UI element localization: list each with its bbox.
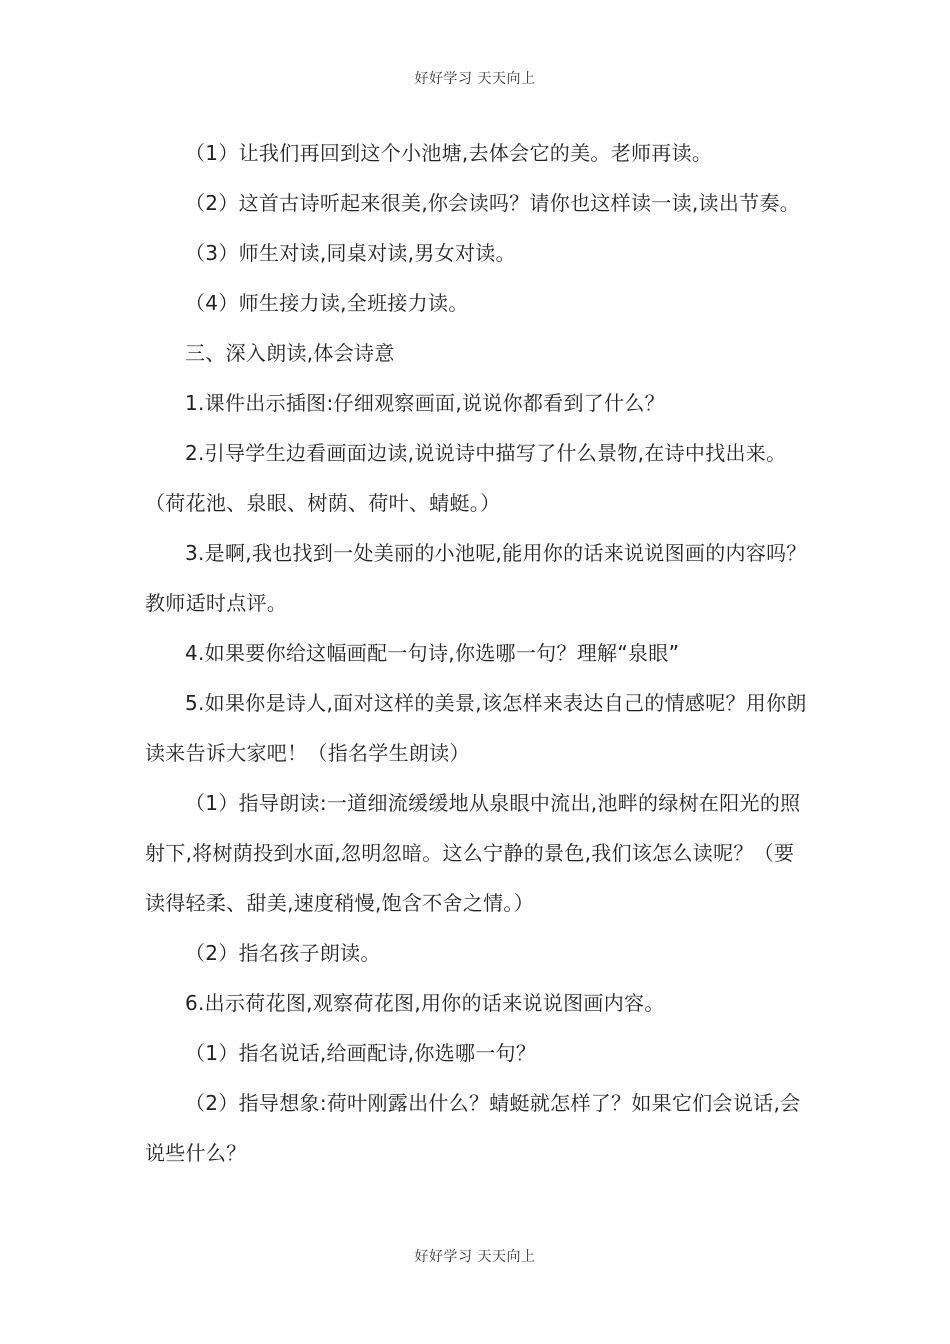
paragraph: （1）指名说话,给画配诗,你选哪一句？ bbox=[185, 1041, 537, 1065]
document-body bbox=[145, 128, 810, 1178]
paragraph: 6.出示荷花图,观察荷花图,用你的话来说说图画内容。 bbox=[185, 991, 665, 1015]
paragraph: （2）指导想象:荷叶刚露出什么？蜻蜓就怎样了？如果它们会说话,会说些什么？ bbox=[145, 1091, 801, 1165]
paragraph: 4.如果要你给这幅画配一句诗,你选哪一句？理解“泉眼” bbox=[185, 641, 680, 665]
page-header: 好好学习 天天向上 bbox=[414, 71, 536, 87]
paragraph: （2）指名孩子朗读。 bbox=[185, 941, 381, 965]
paragraph: （4）师生接力读,全班接力读。 bbox=[185, 291, 469, 315]
section-heading: 三、深入朗读,体会诗意 bbox=[185, 341, 395, 365]
paragraph: 3.是啊,我也找到一处美丽的小池呢,能用你的话来说说图画的内容吗？教师适时点评。 bbox=[145, 541, 807, 615]
page-footer: 好好学习 天天向上 bbox=[414, 1249, 536, 1265]
paragraph: （3）师生对读,同桌对读,男女对读。 bbox=[185, 241, 516, 265]
paragraph: （2）这首古诗听起来很美,你会读吗？请你也这样读一读,读出节奏。 bbox=[185, 191, 801, 215]
paragraph: （1）让我们再回到这个小池塘,去体会它的美。老师再读。 bbox=[185, 141, 713, 165]
paragraph: 2.引导学生边看画面边读,说说诗中描写了什么景物,在诗中找出来。（荷花池、泉眼、树荫、荷叶、蜻蜓。） bbox=[145, 441, 787, 515]
paragraph: 1.课件出示插图:仔细观察画面,说说你都看到了什么？ bbox=[185, 391, 665, 415]
paragraph: 5.如果你是诗人,面对这样的美景,该怎样来表达自己的情感呢？用你朗读来告诉大家吧！（指名学生朗读） bbox=[145, 691, 807, 765]
paragraph: （1）指导朗读:一道细流缓缓地从泉眼中流出,池畔的绿树在阳光的照射下,将树荫投到水面,忽明忽暗。这么宁静的景色,我们该怎么读呢？（要读得轻柔、甜美,速度稍慢,饱含不舍之情。） bbox=[145, 791, 801, 915]
